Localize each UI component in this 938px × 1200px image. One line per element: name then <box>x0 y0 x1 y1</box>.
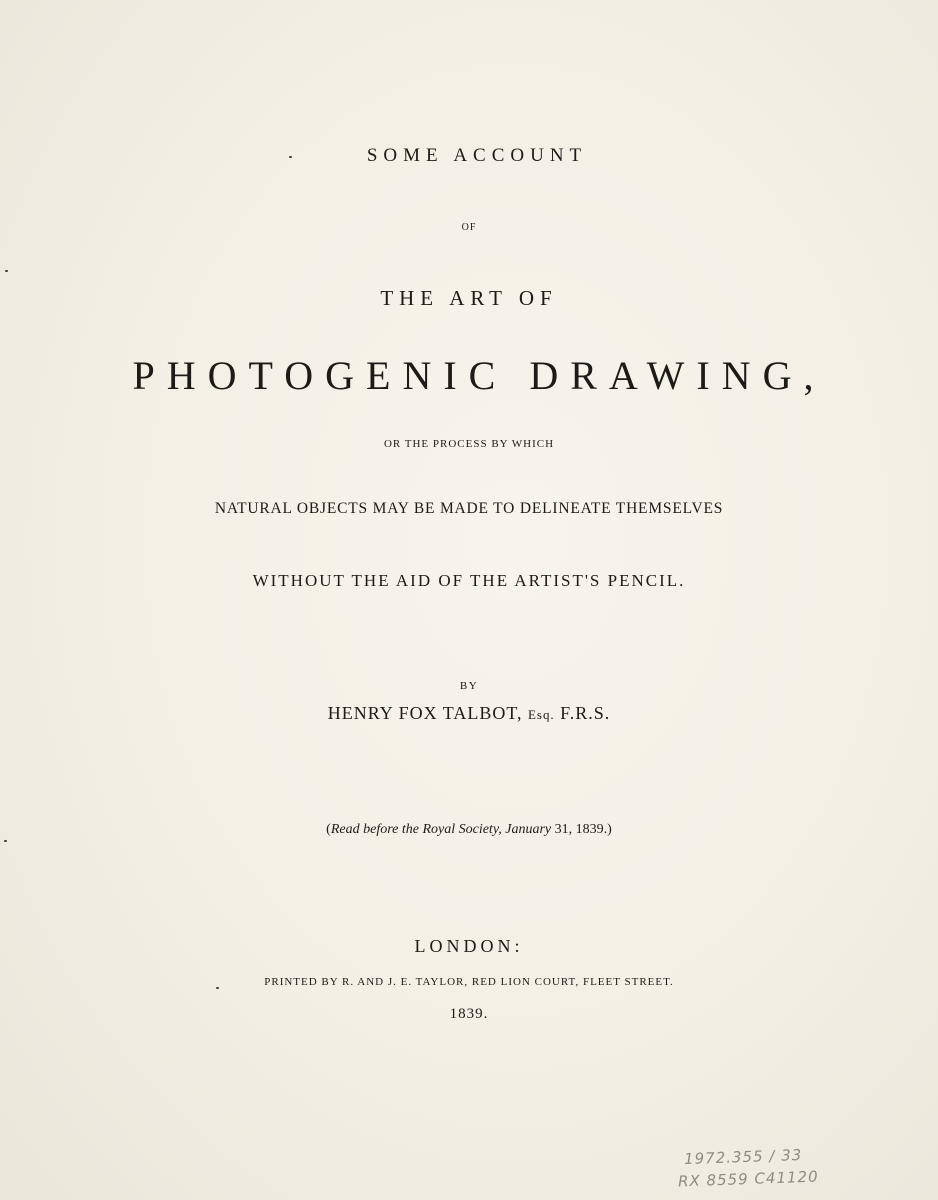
by-label: BY <box>459 680 479 692</box>
main-title: PHOTOGENIC DRAWING, <box>132 353 826 398</box>
read-note-italic: Read before the Royal Society, January <box>330 822 552 837</box>
subtitle-line-2: WITHOUT THE AID OF THE ARTIST'S PENCIL. <box>252 571 686 590</box>
read-note-date: 31, 1839.) <box>554 822 612 837</box>
imprint-printer: PRINTED BY R. AND J. E. TAYLOR, RED LION COURT, FLEET STREET. <box>264 976 674 988</box>
ink-speck <box>5 270 8 272</box>
pencil-reference-number: RX 8559 C41120 <box>677 1167 819 1191</box>
author-name: HENRY FOX TALBOT, <box>327 703 523 723</box>
subtitle-line-1: NATURAL OBJECTS MAY BE MADE TO DELINEATE THEMSELVES <box>214 500 724 517</box>
subtitle-intro: OR THE PROCESS BY WHICH <box>383 438 555 450</box>
read-note <box>0 822 938 838</box>
heading-some-account: SOME ACCOUNT <box>366 145 588 166</box>
ink-speck <box>289 156 292 158</box>
pencil-accession-number: 1972.355 / 33 <box>683 1145 803 1169</box>
author-esq: Esq. <box>527 707 555 722</box>
heading-of: OF <box>461 222 477 233</box>
author-frs: F.R.S. <box>560 703 611 723</box>
ink-speck <box>4 840 7 842</box>
read-note-open: ( <box>326 822 331 837</box>
author-line <box>0 703 938 724</box>
imprint-place: LONDON: <box>414 936 524 956</box>
imprint-year: 1839. <box>449 1006 489 1022</box>
heading-the-art-of: THE ART OF <box>380 286 558 310</box>
ink-speck <box>216 987 219 989</box>
